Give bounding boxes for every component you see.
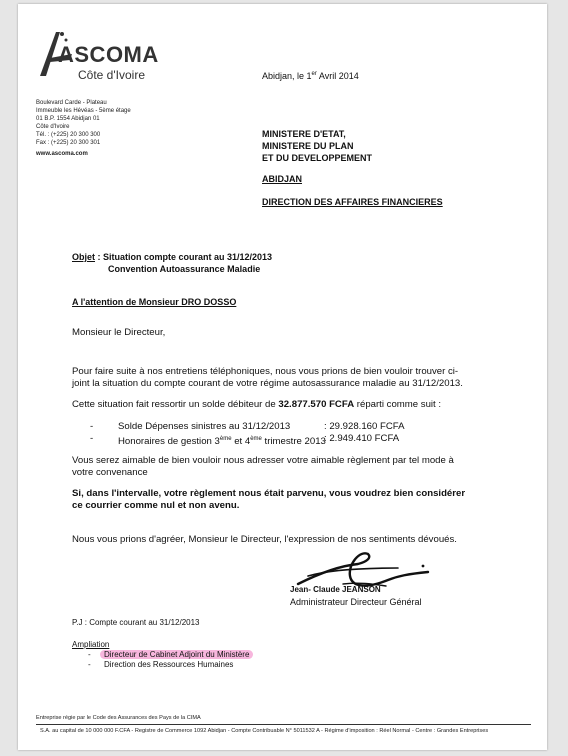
date-line (262, 71, 359, 81)
recipient-block (262, 128, 372, 164)
paragraph-4 (72, 488, 465, 512)
paragraph-line: votre convenance (72, 467, 148, 478)
recipient-city: ABIDJAN (262, 174, 303, 184)
attention-line: A l'attention de Monsieur DRO DOSSO (72, 297, 237, 307)
paragraph-line: ce courrier comme nul et non avenu. (72, 500, 240, 511)
subject-line (72, 252, 272, 262)
address-block (36, 99, 131, 158)
paragraph-line: Vous serez aimable de bien vouloir nous adresser votre aimable règlement par tel mode à (72, 455, 454, 466)
paragraph-line: joint la situation du compte courant de votre régime autosassurance maladie au 31/12/2013. (72, 378, 463, 389)
label-part: trimestre 2013 (261, 436, 326, 448)
subject-text: : Situation compte courant au 31/12/2013 (95, 252, 273, 262)
ampliation-label: Ampliation (72, 640, 110, 649)
footer-line-2: S.A. au capital de 10 000 000 F.CFA - Registre de Commerce 1092 Abidjan - Compte Contribuable N° 5011532 A - Régime d'imposition : Réel Normal - Centre : Grandes Entreprises (40, 728, 489, 734)
ampliation-dash: - (88, 660, 91, 669)
breakdown-label: Solde Dépenses sinistres au 31/12/2013 (118, 421, 291, 432)
website: www.ascoma.com (36, 151, 88, 157)
ampliation-item: Direction des Ressources Humaines (104, 660, 234, 669)
paragraph-text: Cette situation fait ressortir un solde débiteur de (72, 399, 279, 410)
breakdown-value: : 29.928.160 FCFA (324, 421, 405, 432)
paragraph-text: réparti comme suit : (354, 399, 442, 410)
subject-line-2: Convention Autoassurance Maladie (108, 264, 261, 274)
highlighted-recipient: Directeur de Cabinet Adjoint du Ministère (100, 650, 253, 659)
enclosure-line: P.J : Compte courant au 31/12/2013 (72, 618, 200, 627)
breakdown-label (118, 433, 326, 448)
ampliation-dash: - (88, 650, 91, 659)
ampliation-item (100, 650, 253, 659)
recipient-direction: DIRECTION DES AFFAIRES FINANCIERES (262, 197, 443, 207)
paragraph-2 (72, 399, 441, 411)
subject-label: Objet (72, 252, 96, 262)
address-line: Côte d'Ivoire (36, 124, 70, 130)
footer-divider (36, 724, 531, 725)
logo-text: ASCOMA (58, 42, 159, 67)
date-suffix: Avril 2014 (316, 71, 359, 81)
label-part: Honoraires de gestion 3 (118, 436, 220, 448)
breakdown-item (90, 433, 93, 445)
letter-page (18, 4, 547, 750)
signatory-title: Administrateur Directeur Général (290, 597, 422, 607)
list-dash: - (90, 433, 94, 444)
footer-line-1: Entreprise régie par le Code des Assurances des Pays de la CIMA (36, 715, 201, 721)
address-line: Immeuble les Hévéas - 5ème étage (36, 108, 131, 114)
address-line: 01 B.P. 1554 Abidjan 01 (36, 116, 100, 122)
recipient-line: MINISTERE D'ETAT, (262, 129, 346, 139)
paragraph-line: Si, dans l'intervalle, votre règlement nous était parvenu, vous voudrez bien considérer (72, 488, 466, 499)
salutation: Monsieur le Directeur, (72, 327, 166, 338)
paragraph-line: Pour faire suite à nos entretiens téléphoniques, nous vous prions de bien vouloir trouver ci- (72, 366, 459, 377)
label-sup: ème (250, 436, 262, 442)
address-line: Boulevard Carde - Plateau (36, 100, 107, 106)
phone-line: Tél. : (+225) 20 300 300 (36, 132, 101, 138)
signatory-name: Jean- Claude JEANSON (290, 585, 381, 594)
recipient-line: MINISTERE DU PLAN (262, 141, 354, 151)
label-part: et 4 (231, 436, 251, 448)
breakdown-value: : 2.949.410 FCFA (324, 433, 400, 444)
date-superscript: er (311, 71, 317, 77)
paragraph-3 (72, 455, 454, 479)
recipient-line: ET DU DEVELOPPEMENT (262, 153, 373, 163)
paragraph-1 (72, 366, 463, 390)
fax-line: Fax : (+225) 20 300 301 (36, 140, 101, 146)
closing-line: Nous vous prions d'agréer, Monsieur le Directeur, l'expression de nos sentiments dévoués. (72, 534, 457, 545)
breakdown-item (90, 421, 93, 433)
logo-subtitle: Côte d'Ivoire (78, 68, 145, 82)
label-sup: ème (219, 436, 232, 442)
list-dash: - (90, 421, 94, 432)
date-prefix: Abidjan, le 1 (262, 71, 312, 81)
total-amount: 32.877.570 FCFA (278, 399, 355, 410)
